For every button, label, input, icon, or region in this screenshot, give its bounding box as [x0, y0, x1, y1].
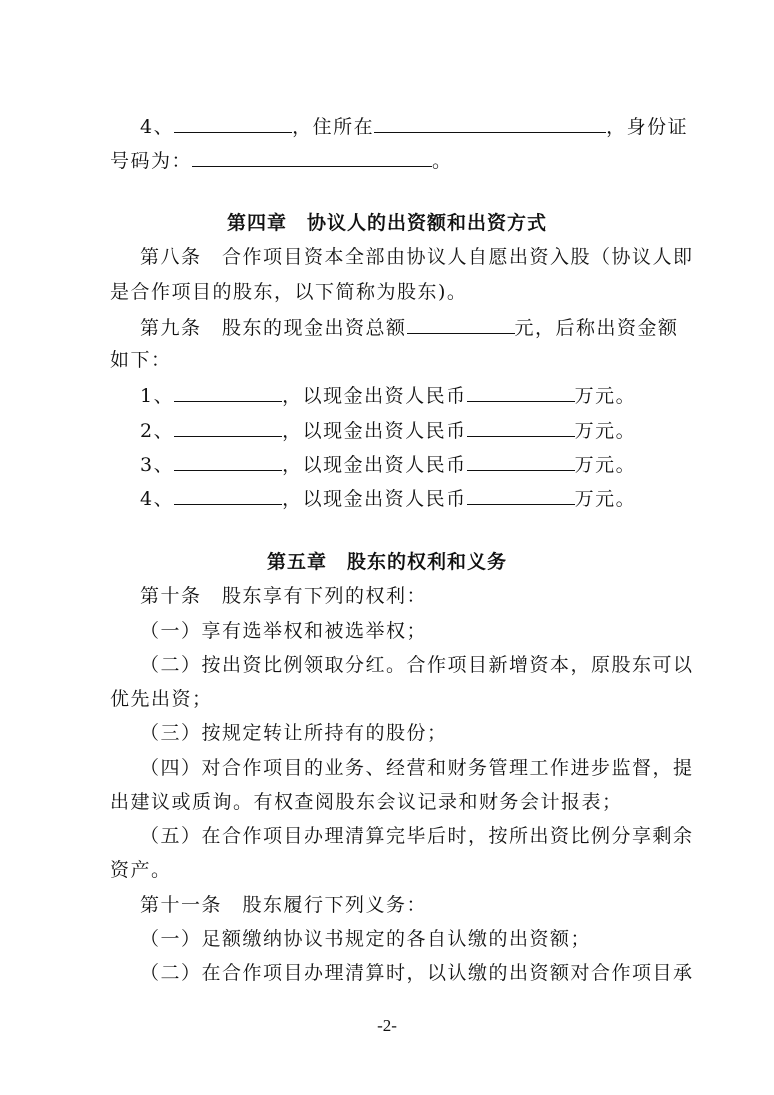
right-1: （一）享有选举权和被选举权；	[140, 620, 428, 642]
shareholder-blank	[174, 450, 282, 471]
shareholder-blank	[174, 416, 282, 437]
amount-blank	[467, 381, 575, 402]
contribution-text: ，以现金出资人民币	[282, 420, 467, 442]
contribution-row	[140, 381, 700, 409]
amount-blank	[467, 484, 575, 505]
contribution-unit: 万元。	[574, 420, 637, 442]
article11: 第十一条 股东履行下列义务：	[140, 894, 428, 916]
contribution-number: 2、	[140, 420, 175, 442]
article9-text-pre: 第九条 股东的现金出资总额	[140, 317, 407, 339]
shareholder-blank	[174, 484, 282, 505]
total-amount-blank	[407, 313, 515, 334]
contribution-text: ，以现金出资人民币	[282, 385, 467, 407]
contribution-row	[140, 484, 700, 512]
name-blank	[174, 112, 292, 133]
article9-line1	[140, 313, 700, 341]
article8-line2: 是合作项目的股东，以下简称为股东)。	[110, 281, 468, 303]
contribution-unit: 万元。	[574, 488, 637, 510]
item4-id-line	[110, 146, 670, 174]
right-4-line1: （四）对合作项目的业务、经营和财务管理工作进步监督，提	[140, 757, 694, 779]
article10: 第十条 股东享有下列的权利：	[140, 585, 428, 607]
article9-line2: 如下：	[110, 349, 172, 371]
address-blank	[374, 112, 606, 133]
article8-line1: 第八条 合作项目资本全部由协议人自愿出资入股（协议人即	[140, 246, 694, 268]
contribution-number: 1、	[140, 385, 175, 407]
duty-1: （一）足额缴纳协议书规定的各自认缴的出资额；	[140, 928, 592, 950]
amount-blank	[467, 416, 575, 437]
right-5-line1: （五）在合作项目办理清算完毕后时，按所出资比例分享剩余	[140, 825, 694, 847]
id-number-label: 号码为：	[110, 150, 193, 172]
contribution-unit: 万元。	[574, 454, 637, 476]
id-number-blank	[192, 146, 432, 167]
period: 。	[432, 150, 453, 172]
right-3: （三）按规定转让所持有的股份；	[140, 722, 448, 744]
item4-address-line	[140, 112, 700, 140]
shareholder-blank	[174, 381, 282, 402]
amount-blank	[467, 450, 575, 471]
address-label: ，住所在	[292, 116, 375, 138]
contribution-row	[140, 416, 700, 444]
right-5-line2: 资产。	[110, 859, 172, 881]
item-number: 4、	[140, 116, 175, 138]
right-2-line2: 优先出资；	[110, 688, 213, 710]
right-2-line1: （二）按出资比例领取分红。合作项目新增资本，原股东可以	[140, 654, 694, 676]
chapter5-title: 第五章 股东的权利和义务	[266, 551, 507, 573]
right-4-line2: 出建议或质询。有权查阅股东会议记录和财务会计报表；	[110, 791, 623, 813]
article9-text-post: 元，后称出资金额	[514, 317, 679, 339]
chapter4-title: 第四章 协议人的出资额和出资方式	[226, 212, 547, 234]
contribution-unit: 万元。	[574, 385, 637, 407]
duty-2-line1: （二）在合作项目办理清算时，以认缴的出资额对合作项目承	[140, 962, 694, 984]
contribution-row	[140, 450, 700, 478]
contribution-text: ，以现金出资人民币	[282, 488, 467, 510]
page-number: -2-	[377, 1016, 397, 1035]
contribution-text: ，以现金出资人民币	[282, 454, 467, 476]
contribution-number: 4、	[140, 488, 175, 510]
contribution-number: 3、	[140, 454, 175, 476]
id-label: ，身份证	[606, 116, 689, 138]
